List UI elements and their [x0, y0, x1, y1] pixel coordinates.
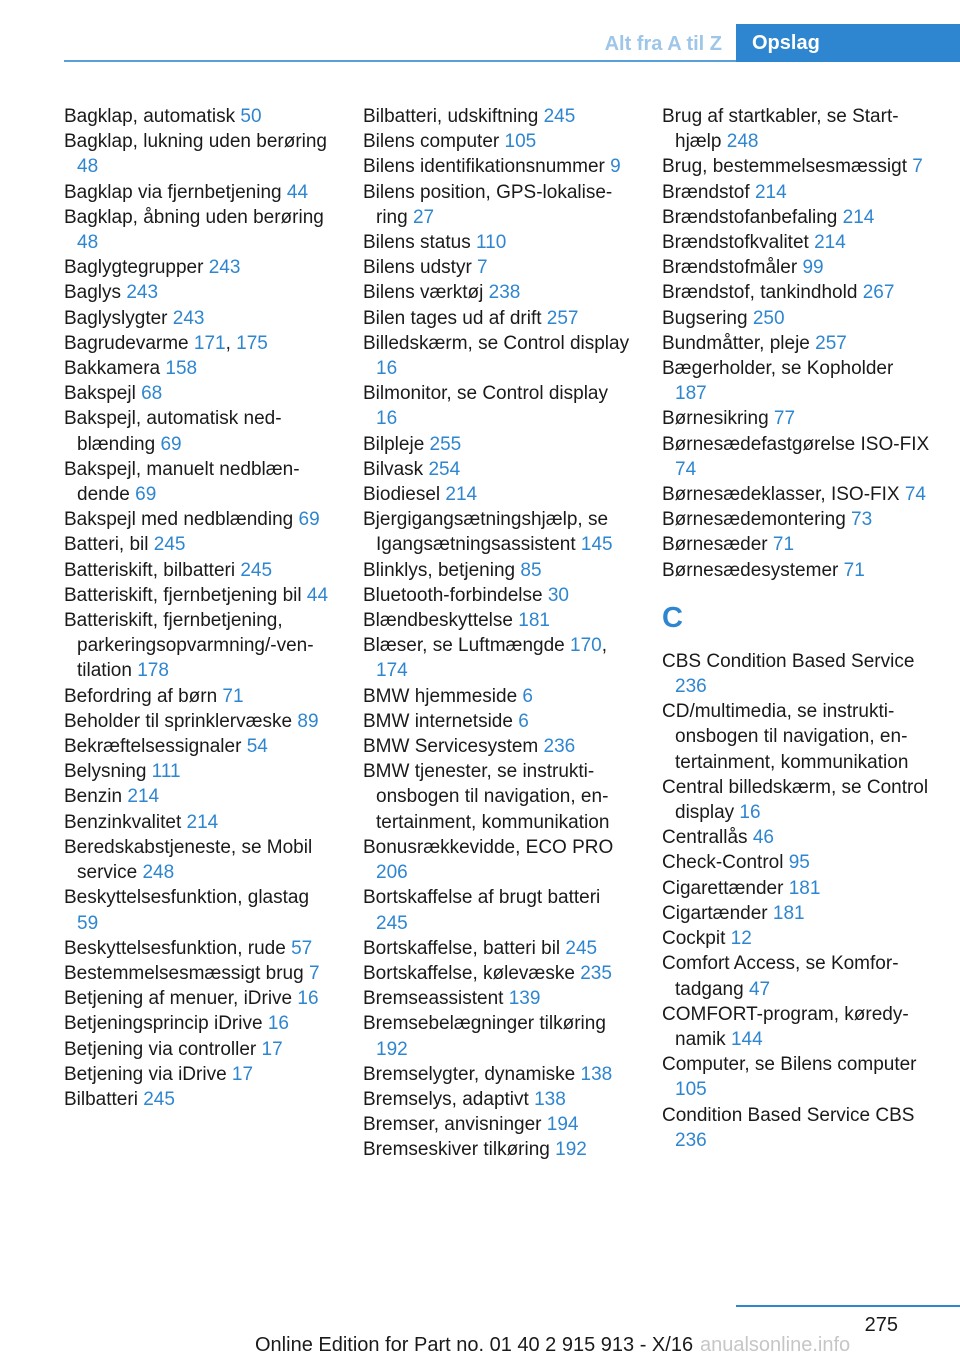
- index-entry: [363, 1011, 631, 1061]
- page-reference-link[interactable]: 9: [610, 156, 621, 178]
- index-entry: [662, 507, 930, 532]
- page-reference-link[interactable]: 214: [127, 786, 160, 808]
- index-entry: [363, 331, 631, 381]
- page-reference-link[interactable]: 47: [748, 978, 771, 1000]
- index-entry: [662, 280, 930, 305]
- index-entry: [662, 180, 930, 205]
- page-reference-link[interactable]: 245: [565, 937, 598, 959]
- index-entry: [64, 835, 332, 885]
- page-reference-link[interactable]: 46: [752, 827, 774, 849]
- index-entry: [662, 825, 930, 850]
- index-entry: [64, 1087, 332, 1112]
- index-entry: [662, 558, 930, 583]
- index-term: Bilpleje: [363, 433, 430, 455]
- page-reference-link[interactable]: 77: [773, 408, 796, 430]
- page-reference-link[interactable]: 245: [543, 106, 576, 127]
- page-reference-link[interactable]: 175: [236, 332, 268, 354]
- index-entry: [363, 306, 631, 331]
- index-term: Bægerholder, se Kopholder: [662, 358, 894, 380]
- page-reference-link[interactable]: 245: [376, 912, 408, 934]
- index-entry: [64, 608, 332, 684]
- page-reference-link[interactable]: 16: [297, 988, 319, 1010]
- index-entry: [363, 936, 631, 961]
- index-entry: [662, 255, 930, 280]
- index-entry: [662, 1002, 930, 1052]
- index-term: Bortskaffelse af brugt batteri: [363, 887, 601, 909]
- page-reference-link[interactable]: 50: [240, 106, 262, 127]
- index-term: Benzin: [64, 786, 128, 808]
- page-reference-link[interactable]: 206: [376, 862, 408, 884]
- index-entry: [363, 835, 631, 885]
- page-reference-link[interactable]: 192: [555, 1139, 587, 1161]
- index-column-2: [363, 104, 631, 1163]
- page-reference-link[interactable]: 178: [137, 660, 169, 682]
- index-column-1: [64, 104, 332, 1112]
- index-term: Bremseassistent: [363, 988, 509, 1010]
- index-term: Betjeningsprincip iDrive: [64, 1013, 268, 1035]
- index-term: Bortskaffelse, batteri bil: [363, 937, 566, 959]
- page-reference-link[interactable]: 16: [376, 408, 398, 430]
- page-reference-link[interactable]: 71: [843, 559, 865, 581]
- page-reference-link[interactable]: 255: [429, 433, 462, 455]
- index-entry: [363, 885, 631, 935]
- page-reference-link[interactable]: 17: [231, 1063, 254, 1085]
- page-reference-link[interactable]: 181: [772, 902, 805, 924]
- index-term: Batteriskift, bilbatteri: [64, 559, 241, 581]
- index-entry: [662, 532, 930, 557]
- index-entry: [662, 205, 930, 230]
- index-term: Bluetooth-forbindelse: [363, 584, 548, 606]
- index-term: Bundmåtter, pleje: [662, 332, 816, 354]
- page-reference-link[interactable]: 85: [520, 559, 542, 581]
- index-entry: [64, 381, 332, 406]
- page-reference-link[interactable]: 71: [772, 534, 795, 556]
- watermark: anualsonline.info: [700, 1334, 851, 1356]
- page-reference-link[interactable]: 69: [135, 484, 157, 506]
- index-term: Bagrudevarme: [64, 332, 194, 354]
- index-entry: [64, 507, 332, 532]
- index-term: Bilbatteri, udskiftning: [363, 106, 544, 127]
- index-entry: [363, 608, 631, 633]
- index-term: Beskyttelsesfunktion, glastag: [64, 887, 310, 909]
- index-entry: Blæser, se Luftmængde 170, 174: [363, 635, 607, 682]
- page-reference-link[interactable]: 214: [842, 206, 875, 228]
- page-reference-link[interactable]: 170: [570, 635, 602, 657]
- page-reference-link[interactable]: 99: [802, 257, 824, 279]
- index-term: Brændstofanbefaling: [662, 206, 843, 228]
- page-reference-link[interactable]: 16: [739, 802, 761, 824]
- index-entry: [662, 406, 930, 431]
- page-reference-link[interactable]: 16: [376, 358, 398, 380]
- index-entry: [662, 331, 930, 356]
- page-reference-link[interactable]: 254: [428, 458, 461, 480]
- page-reference-link[interactable]: 69: [298, 509, 320, 531]
- index-term: Bakspejl, automatisk nedblænding: [64, 408, 282, 455]
- index-term: Comfort Access, se Komfortadgang: [662, 953, 899, 1000]
- page-reference-link[interactable]: 105: [504, 131, 537, 153]
- page-reference-link[interactable]: 158: [165, 358, 198, 380]
- index-entry: [363, 1112, 631, 1137]
- index-entry: [64, 734, 332, 759]
- page-reference-link[interactable]: 74: [904, 484, 926, 506]
- index-entry: [64, 406, 332, 456]
- header-tab: Opslag: [736, 24, 960, 62]
- index-term: Brændstofkvalitet: [662, 232, 815, 254]
- page-reference-link[interactable]: 74: [675, 458, 697, 480]
- index-entry: [662, 951, 930, 1001]
- index-term: Batteriskift, fjernbetjening, parkeringsopvarmning/-ventilation: [64, 610, 314, 682]
- index-entry: [363, 154, 631, 179]
- page-reference-link[interactable]: 44: [306, 584, 329, 606]
- index-term: Bilen tages ud af drift: [363, 307, 547, 329]
- index-entry: [64, 255, 332, 280]
- index-term: Bortskaffelse, kølevæske: [363, 962, 581, 984]
- page-reference-link[interactable]: 138: [534, 1088, 566, 1110]
- page-reference-link[interactable]: 257: [815, 332, 847, 354]
- index-entry: [662, 775, 930, 825]
- index-entry: [363, 558, 631, 583]
- index-entry: [64, 986, 332, 1011]
- index-entry: [363, 104, 631, 129]
- index-term: Befordring af børn: [64, 685, 223, 707]
- index-entry: [64, 759, 332, 784]
- index-term: Bremselygter, dynamiske: [363, 1063, 581, 1085]
- page-reference-link[interactable]: 68: [141, 383, 163, 405]
- index-term: Batteriskift, fjernbetjening bil: [64, 584, 307, 606]
- index-term: Benzinkvalitet: [64, 811, 187, 833]
- index-entry: [662, 432, 930, 482]
- index-term: Bagklap via fjernbetjening: [64, 181, 287, 203]
- index-entry: [662, 901, 930, 926]
- index-entry: [64, 558, 332, 583]
- page-reference-link[interactable]: 6: [518, 710, 529, 732]
- page-reference-link[interactable]: 110: [476, 232, 507, 254]
- index-letter-heading: C: [662, 601, 683, 634]
- index-entry: [64, 356, 332, 381]
- index-term: Bagklap, åbning uden berøring: [64, 206, 324, 228]
- index-entry: [363, 1062, 631, 1087]
- index-term: Bjergigangsætningshjælp, se Igangsætningsassistent: [363, 509, 609, 556]
- index-term: Baglys: [64, 282, 127, 304]
- index-entry: [363, 381, 631, 431]
- page-reference-link[interactable]: 17: [261, 1038, 283, 1060]
- index-entry: [363, 482, 631, 507]
- index-entry: [64, 684, 332, 709]
- index-entry: [363, 180, 631, 230]
- index-entry: [662, 356, 930, 406]
- page-reference-link[interactable]: 181: [788, 877, 821, 899]
- index-entry: [363, 457, 631, 482]
- index-term: Betjening af menuer, iDrive: [64, 988, 298, 1010]
- index-term: Bremselys, adaptivt: [363, 1088, 535, 1110]
- index-term: Bremser, anvisninger: [363, 1114, 547, 1136]
- page-reference-link[interactable]: 7: [912, 156, 923, 178]
- index-term: Bugsering: [662, 307, 753, 329]
- page-reference-link[interactable]: 214: [814, 232, 846, 254]
- index-entry: [64, 129, 332, 179]
- index-term: Brændstof: [662, 181, 755, 203]
- index-entry: [363, 986, 631, 1011]
- index-term: Bilens computer: [363, 131, 505, 153]
- edition-footer: Online Edition for Part no. 01 40 2 915 913 - X/16: [255, 1334, 694, 1356]
- page-reference-link[interactable]: 48: [77, 156, 99, 178]
- index-entry: [363, 684, 631, 709]
- index-column-3: [662, 104, 930, 1153]
- index-entry: [363, 583, 631, 608]
- page-reference-link[interactable]: 145: [580, 534, 613, 556]
- index-entry: [64, 583, 332, 608]
- index-entry: [64, 810, 332, 835]
- page-reference-link[interactable]: 171: [193, 332, 226, 354]
- index-entry: [64, 306, 332, 331]
- page-reference-link[interactable]: 245: [153, 534, 186, 556]
- index-entry: [363, 280, 631, 305]
- index-term: Blændbeskyttelse: [363, 610, 519, 632]
- index-term: Condition Based Service CBS: [662, 1104, 915, 1126]
- index-term: Bagklap, automatisk: [64, 106, 241, 127]
- index-term: Bilvask: [363, 458, 429, 480]
- index-entry: [64, 1062, 332, 1087]
- index-term: CBS Condition Based Service: [662, 650, 915, 672]
- index-term: Computer, se Bilens computer: [662, 1054, 917, 1076]
- index-entry: [363, 734, 631, 759]
- page-reference-link[interactable]: 73: [851, 509, 873, 531]
- page-reference-link[interactable]: 214: [445, 484, 478, 506]
- index-term: Brug, bestemmelsesmæssigt: [662, 156, 913, 178]
- index-term: Bilens udstyr: [363, 257, 478, 279]
- index-entry: [662, 926, 930, 951]
- page-reference-link[interactable]: 236: [675, 1129, 707, 1151]
- index-term: Betjening via controller: [64, 1038, 262, 1060]
- page-reference-link[interactable]: 267: [862, 282, 895, 304]
- index-term: Børnesædesystemer: [662, 559, 844, 581]
- index-entry: [363, 759, 631, 835]
- index-entry: [64, 1037, 332, 1062]
- index-term: Baglyslygter: [64, 307, 173, 329]
- index-term: Betjening via iDrive: [64, 1063, 232, 1085]
- index-term: Børnesædemontering: [662, 509, 852, 531]
- page-reference-link[interactable]: 59: [77, 912, 99, 934]
- index-term: Blinklys, betjening: [363, 559, 521, 581]
- header-section-title: Alt fra A til Z: [604, 33, 722, 55]
- index-entry: [363, 255, 631, 280]
- page-reference-link[interactable]: 95: [788, 852, 810, 874]
- page-reference-link[interactable]: 16: [267, 1013, 289, 1035]
- page-reference-link[interactable]: 139: [508, 988, 541, 1010]
- index-term: Bakkamera: [64, 358, 166, 380]
- index-term: Blæser, se Luftmængde: [363, 635, 570, 657]
- index-term: Bilens værktøj: [363, 282, 489, 304]
- page-reference-link[interactable]: 111: [151, 761, 181, 783]
- page-reference-link[interactable]: 235: [580, 962, 612, 984]
- index-term: Brug af startkabler, se Starthjælp: [662, 106, 899, 153]
- index-entry: [363, 129, 631, 154]
- page-reference-link[interactable]: 214: [186, 811, 219, 833]
- index-entry: [662, 649, 930, 699]
- index-term: Check-Control: [662, 852, 789, 874]
- index-entry: [64, 885, 332, 935]
- index-term: Baglygtegrupper: [64, 257, 209, 279]
- index-term: Bekræftelsessignaler: [64, 736, 247, 758]
- index-entry: [662, 482, 930, 507]
- index-entry: [64, 936, 332, 961]
- index-term: Bilens identifikationsnummer: [363, 156, 611, 178]
- index-entry: [662, 1052, 930, 1102]
- page-reference-link[interactable]: 187: [675, 383, 707, 405]
- page-reference-link[interactable]: 30: [547, 584, 569, 606]
- index-entry: [662, 154, 930, 179]
- index-entry: [64, 532, 332, 557]
- page-reference-link[interactable]: 44: [286, 181, 309, 203]
- page-reference-link[interactable]: 248: [142, 862, 175, 884]
- index-term: Cigarettænder: [662, 877, 789, 899]
- index-term: Central billedskærm, se Control display: [662, 776, 929, 824]
- index-entry: [64, 709, 332, 734]
- page-reference-link[interactable]: 105: [675, 1079, 707, 1101]
- index-term: Beskyttelsesfunktion, rude: [64, 937, 292, 959]
- index-entry: [363, 961, 631, 986]
- index-term: Bremsebelægninger tilkøring: [363, 1013, 606, 1035]
- page-reference-link[interactable]: 12: [730, 928, 752, 950]
- index-term: BMW Servicesystem: [363, 736, 544, 758]
- index-term: Brændstof, tankindhold: [662, 282, 863, 304]
- page-reference-link[interactable]: 236: [675, 676, 707, 698]
- page-reference-link[interactable]: 243: [208, 257, 241, 279]
- index-entry: [363, 1087, 631, 1112]
- page-reference-link[interactable]: 7: [308, 962, 320, 984]
- page-reference-link[interactable]: 245: [240, 559, 273, 581]
- page-reference-link[interactable]: 181: [518, 610, 550, 632]
- page-reference-link[interactable]: 257: [546, 307, 579, 329]
- index-entry: [662, 104, 930, 154]
- index-term: Brændstofmåler: [662, 257, 803, 279]
- page-reference-link[interactable]: 89: [297, 710, 319, 732]
- index-entry: [64, 1011, 332, 1036]
- index-term: Bakspejl, manuelt nedblændende: [64, 458, 300, 506]
- index-term: CD/multimedia, se instruktionsbogen til navigation, entertainment, kommunikation: [662, 701, 909, 773]
- index-term: Bakspejl med nedblænding: [64, 509, 299, 531]
- index-term: Børnesæder: [662, 534, 773, 556]
- index-term: Bestemmelsesmæssigt brug: [64, 962, 309, 984]
- index-term: BMW hjemmeside: [363, 685, 523, 707]
- index-entry: [662, 230, 930, 255]
- index-entry: [363, 432, 631, 457]
- index-entry: [662, 306, 930, 331]
- index-term: Billedskærm, se Control display: [363, 332, 630, 354]
- page-reference-link[interactable]: 6: [522, 685, 533, 707]
- page-reference-link[interactable]: 192: [376, 1038, 408, 1060]
- index-term: Beholder til sprinklervæske: [64, 710, 298, 732]
- index-entry: [64, 280, 332, 305]
- page-reference-link[interactable]: 57: [291, 937, 313, 959]
- page-reference-link[interactable]: 7: [477, 257, 488, 279]
- index-entry: Bagrudevarme 171, 175: [64, 332, 268, 354]
- index-term: Batteri, bil: [64, 534, 154, 556]
- index-term: Cigartænder: [662, 902, 773, 924]
- index-entry: [64, 961, 332, 986]
- index-term: Bakspejl: [64, 383, 142, 405]
- page-reference-link[interactable]: 71: [222, 685, 244, 707]
- index-term: Bilens status: [363, 232, 476, 254]
- page-number: 275: [864, 1314, 898, 1336]
- index-term: Centrallås: [662, 827, 753, 849]
- index-entry: [363, 507, 631, 557]
- index-term: Belysning: [64, 761, 152, 783]
- page-reference-link[interactable]: 238: [488, 282, 521, 304]
- index-term: Bremseskiver tilkøring: [363, 1139, 556, 1161]
- index-term: Bilens position, GPS-lokalisering: [363, 181, 613, 228]
- index-term: Børnesikring: [662, 408, 774, 430]
- page-reference-link[interactable]: 27: [412, 206, 435, 228]
- index-entry: [363, 709, 631, 734]
- page-reference-link[interactable]: 243: [172, 307, 205, 329]
- page-reference-link[interactable]: 69: [160, 433, 182, 455]
- page-reference-link[interactable]: 194: [546, 1114, 579, 1136]
- index-term: Bonusrækkevidde, ECO PRO: [363, 836, 614, 858]
- index-entry: [662, 876, 930, 901]
- page-reference-link[interactable]: 144: [730, 1028, 763, 1050]
- page-reference-link[interactable]: 250: [752, 307, 785, 329]
- index-term: Bilmonitor, se Control display: [363, 383, 608, 405]
- page-reference-link[interactable]: 138: [580, 1063, 613, 1085]
- index-entry: [662, 699, 930, 775]
- footer-rule: [736, 1305, 960, 1307]
- index-term: Biodiesel: [363, 484, 446, 506]
- page-reference-link[interactable]: 48: [77, 232, 99, 254]
- page-reference-link[interactable]: 174: [376, 660, 408, 682]
- page-reference-link[interactable]: 54: [246, 736, 268, 758]
- index-term: Børnesædeklasser, ISO-FIX: [662, 484, 905, 506]
- index-entry: [662, 1103, 930, 1153]
- index-entry: [64, 205, 332, 255]
- page-reference-link[interactable]: 248: [726, 131, 759, 153]
- index-entry: [662, 850, 930, 875]
- index-entry: [64, 104, 332, 129]
- index-term: Cockpit: [662, 928, 731, 950]
- index-term: BMW tjenester, se instruktionsbogen til navigation, entertainment, kommunikation: [363, 761, 610, 833]
- index-entry: [64, 180, 332, 205]
- page-reference-link[interactable]: 243: [126, 282, 159, 304]
- index-entry: [64, 784, 332, 809]
- index-term: Bilbatteri: [64, 1088, 144, 1110]
- index-entry: [363, 230, 631, 255]
- page-reference-link[interactable]: 236: [543, 736, 576, 758]
- page-reference-link[interactable]: 245: [143, 1088, 175, 1110]
- index-term: Beredskabstjeneste, se Mobil service: [64, 836, 313, 884]
- index-entry: [363, 1137, 631, 1162]
- page-reference-link[interactable]: 214: [754, 181, 787, 203]
- index-entry: [64, 457, 332, 507]
- index-term: Bagklap, lukning uden berøring: [64, 131, 328, 153]
- index-term: Børnesædefastgørelse ISO-FIX: [662, 433, 930, 455]
- index-term: COMFORT-program, køredynamik: [662, 1003, 909, 1050]
- index-term: BMW internetside: [363, 710, 519, 732]
